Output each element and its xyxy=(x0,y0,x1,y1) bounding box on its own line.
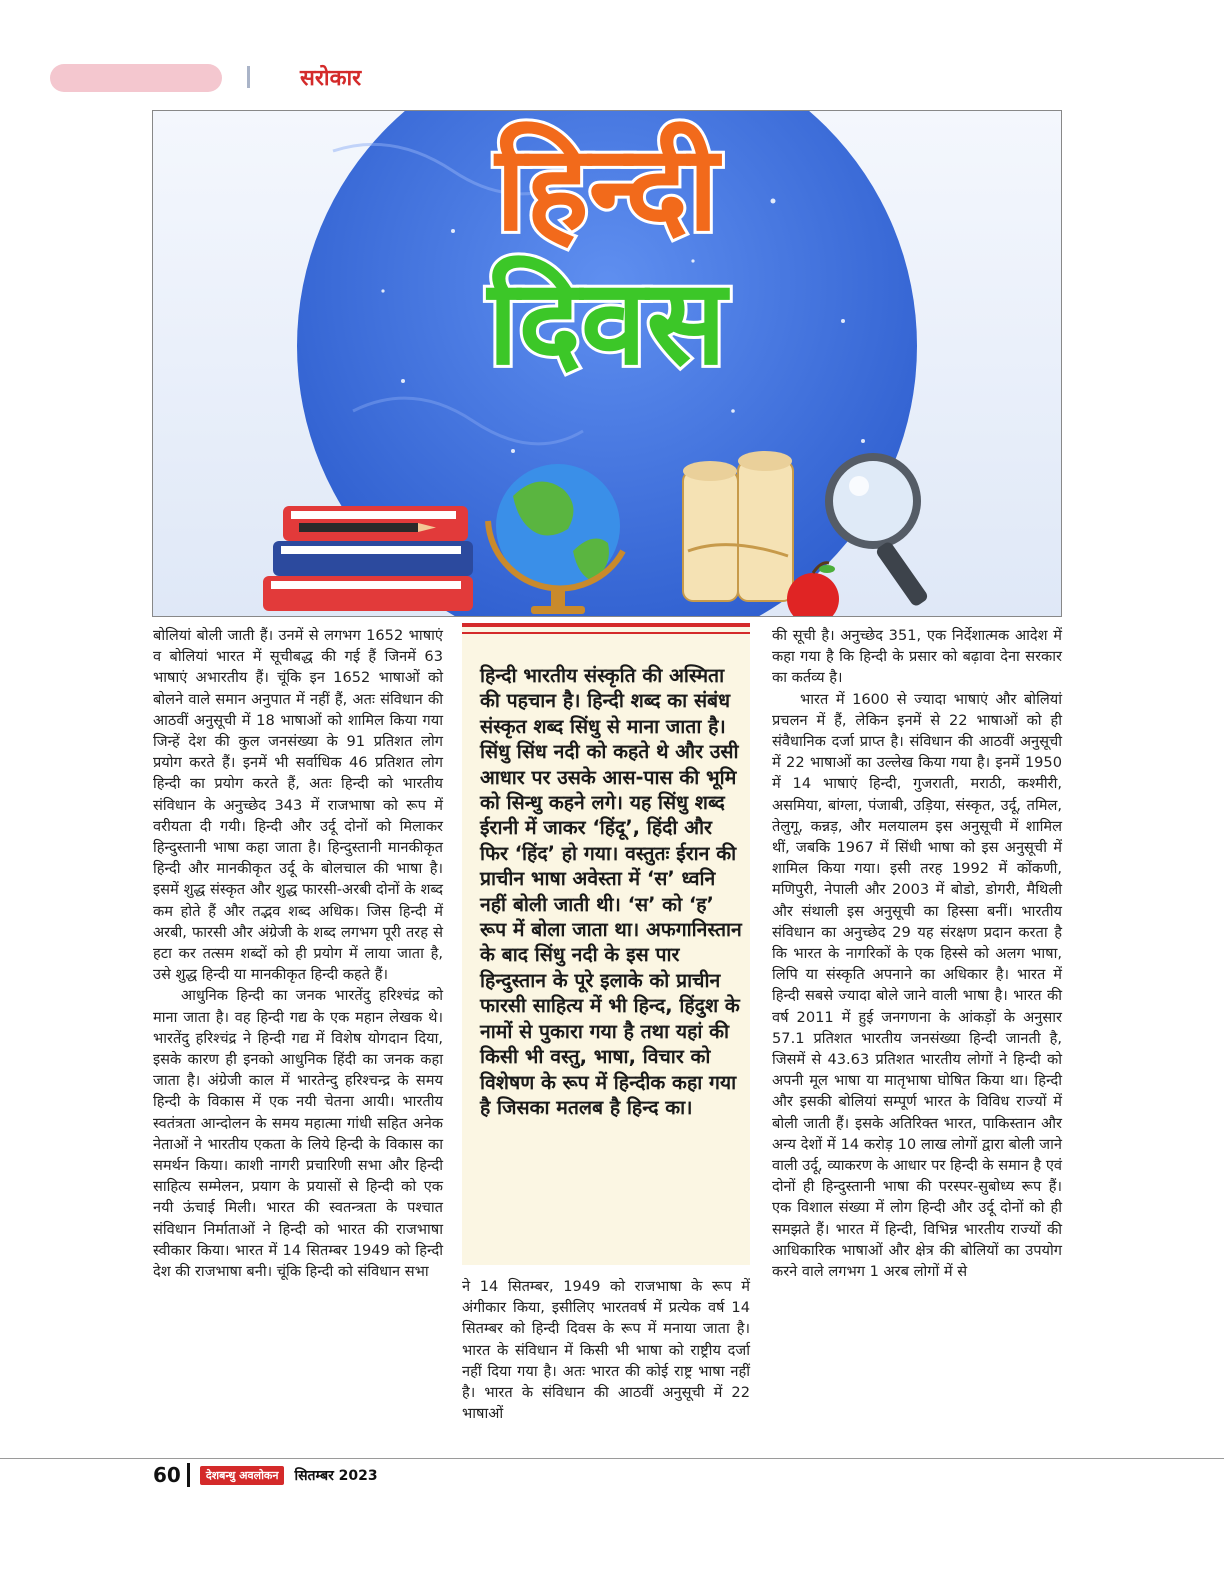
hero-title-line2: दिवस xyxy=(487,253,727,391)
pencil-icon xyxy=(293,523,436,532)
paragraph: आधुनिक हिन्दी का जनक भारतेंदु हरिश्चंद्र को माना जाता है। वह हिन्दी गद्य के एक महान लेखक थे। भारतेंदु हरिश्चंद्र ने हिन्दी गद्य में विशेष योगदान दिया, इसके कारण ही इनको आधुनिक हिंदी का जनक कहा जाता है। अंग्रेजी काल में भारतेन्दु हरिश्चन्द्र के समय हिन्दी के विकास में एक नयी चेतना आयी। भारतीय स्वतंत्रता आन्दोलन के समय महात्मा गांधी सहित अनेक नेताओं ने भारतीय एकता के लिये हिन्दी के विकास का समर्थन किया। काशी नागरी प्रचारिणी सभा और हिन्दी साहित्य सम्मेलन, प्रयाग के प्रयासों से हिन्दी को एक नयी ऊंचाई मिली। भारत की स्वतन्त्रता के पश्चात संविधान निर्माताओं ने हिन्दी को भारत की राजभाषा स्वीकार किया। भारत में 14 सितम्बर 1949 को हिन्दी देश की राजभाषा बनी। चूंकि हिन्दी को संविधान सभा xyxy=(153,987,443,1281)
header-pill xyxy=(50,64,222,92)
footer-rule xyxy=(0,1458,1224,1459)
footer xyxy=(153,1463,378,1487)
header-divider xyxy=(247,66,250,88)
paragraph: बोलियां बोली जाती हैं। उनमें से लगभग 1652 भाषाएं व बोलियां भारत में सूचीबद्ध की गई हैं जिनमें 63 भाषाएं अभारतीय हैं। चूंकि इन 1652 भाषाओं को बोलने वाले समान अनुपात में नहीं हैं, अतः संविधान की आठवीं अनुसूची में 18 भाषाओं को शामिल किया गया जिन्हें देश की कुल जनसंख्या के 91 प्रतिशत लोग प्रयोग करते हैं। इनमें भी सर्वाधिक 46 प्रतिशत लोग हिन्दी का प्रयोग करते हैं, अतः हिन्दी को भारतीय संविधान के अनुच्छेद 343 में राजभाषा को रूप में वरीयता दी गयी। हिन्दी और उर्दू दोनों को मिलाकर हिन्दुस्तानी भाषा कहा जाता है। हिन्दुस्तानी मानकीकृत हिन्दी और मानकीकृत उर्दू के बोलचाल की भाषा है। इसमें शुद्ध संस्कृत और शुद्ध फारसी-अरबी दोनों के शब्द कम होते हैं और तद्भव शब्द अधिक। जिस हिन्दी में अरबी, फारसी और अंग्रेजी के शब्द लगभग पूरी तरह से हटा कर तत्सम शब्दों को ही प्रयोग में लाया जाता है, उसे शुद्ध हिन्दी या मानकीकृत हिन्दी कहते हैं। xyxy=(153,627,443,984)
pullquote-box xyxy=(462,623,750,1265)
article-column-left xyxy=(153,625,443,1282)
hero-title-line1: हिन्दी xyxy=(495,119,719,257)
book-stack-icon xyxy=(263,506,473,611)
article-column-middle xyxy=(462,1276,750,1424)
paragraph: ने 14 सितम्बर, 1949 को राजभाषा के रूप में अंगीकार किया, इसीलिए भारतवर्ष में प्रत्येक वर्ष 14 सितम्बर को हिन्दी दिवस के रूप में मनाया जाता है। भारत के संविधान में किसी भी भाषा को राष्ट्रीय दर्जा नहीं दिया गया है। अतः भारत की कोई राष्ट्र भाषा नहीं है। भारत के संविधान की आठवीं अनुसूची में 22 भाषाओं xyxy=(462,1278,750,1423)
issue-date: सितम्बर 2023 xyxy=(294,1467,378,1484)
paragraph: की सूची है। अनुच्छेद 351, एक निर्देशात्मक आदेश में कहा गया है कि हिन्दी के प्रसार को बढ़ावा देना सरकार का कर्तव्य है। xyxy=(772,627,1062,687)
pullquote-rule xyxy=(462,632,750,634)
scroll-icon xyxy=(683,451,793,601)
footer-divider xyxy=(187,1463,190,1487)
page-number: 60 xyxy=(153,1463,181,1487)
pullquote-rule xyxy=(462,623,750,627)
masthead-logo: देशबन्धु अवलोकन xyxy=(200,1466,285,1485)
hero-illustration xyxy=(152,110,1062,617)
section-label: सरोकार xyxy=(300,66,362,91)
article-column-right xyxy=(772,625,1062,1282)
paragraph: भारत में 1600 से ज्यादा भाषाएं और बोलियां प्रचलन में हैं, लेकिन इनमें से 22 भाषाओं को ही संवैधानिक दर्जा प्राप्त है। संविधान की आठवीं अनुसूची में 22 भाषाओं का उल्लेख किया गया है। इनमें 1950 में 14 भाषाएं हिन्दी, गुजराती, मराठी, कश्मीरी, असमिया, बांग्ला, पंजाबी, उड़िया, संस्कृत, उर्दू, तमिल, तेलुगू, कन्नड़, और मलयालम इस अनुसूची में शामिल थीं, जबकि 1967 में सिंधी भाषा को इस अनुसूची में शामिल किया गया। इसी तरह 1992 में कोंकणी, मणिपुरी, नेपाली और 2003 में बोडो, डोगरी, मैथिली और संथाली इस अनुसूची का हिस्सा बनीं। भारतीय संविधान का अनुच्छेद 29 यह संरक्षण प्रदान करता है कि भारत के नागरिकों के एक हिस्से को अलग भाषा, लिपि या संस्कृति अपनाने का अधिकार है। भारत में हिन्दी सबसे ज्यादा बोले जाने वाली भाषा है। भारत की वर्ष 2011 में हुई जनगणना के आंकड़ों के अनुसार 57.1 प्रतिशत भारतीय जनसंख्या हिन्दी जानती है, जिसमें से 43.63 प्रतिशत भारतीय लोगों ने हिन्दी को अपनी मूल भाषा या मातृभाषा घोषित किया था। हिन्दी और इसकी बोलियां सम्पूर्ण भारत के विविध राज्यों में बोली जाती हैं। इसके अतिरिक्त भारत, पाकिस्तान और अन्य देशों में 14 करोड़ 10 लाख लोगों द्वारा बोली जाने वाली उर्दू, व्याकरण के आधार पर हिन्दी के समान है एवं दोनों ही हिन्दुस्तानी भाषा की परस्पर-सुबोध्य रूप हैं। एक विशाल संख्या में लोग हिन्दी और उर्दू दोनों को ही समझते हैं। भारत में हिन्दी, विभिन्न भारतीय राज्यों की आधिकारिक भाषाओं और क्षेत्र की बोलियों का उपयोग करने वाले लगभग 1 अरब लोगों में से xyxy=(772,690,1062,1281)
pullquote-text: हिन्दी भारतीय संस्कृति की अस्मिता की पहचान है। हिन्दी शब्द का संबंध संस्कृत शब्द सिंधु से माना जाता है। सिंधु सिंध नदी को कहते थे और उसी आधार पर उसके आस-पास की भूमि को सिन्धु कहने लगे। यह सिंधु शब्द ईरानी में जाकर ‘हिंदू’, हिंदी और फिर ‘हिंद’ हो गया। वस्तुतः ईरान की प्राचीन भाषा अवेस्ता में ‘स’ ध्वनि नहीं बोली जाती थी। ‘स’ को ‘ह’ रूप में बोला जाता था। अफगानिस्तान के बाद सिंधु नदी के इस पार हिन्दुस्तान के पूरे इलाके को प्राचीन फारसी साहित्य में भी हिन्द, हिंदुश के नामों से पुकारा गया है तथा यहां की किसी भी वस्तु, भाषा, विचार को विशेषण के रूप में हिन्दीक कहा गया है जिसका मतलब है हिन्द का। xyxy=(480,664,742,1119)
hero-svg xyxy=(153,111,1061,616)
